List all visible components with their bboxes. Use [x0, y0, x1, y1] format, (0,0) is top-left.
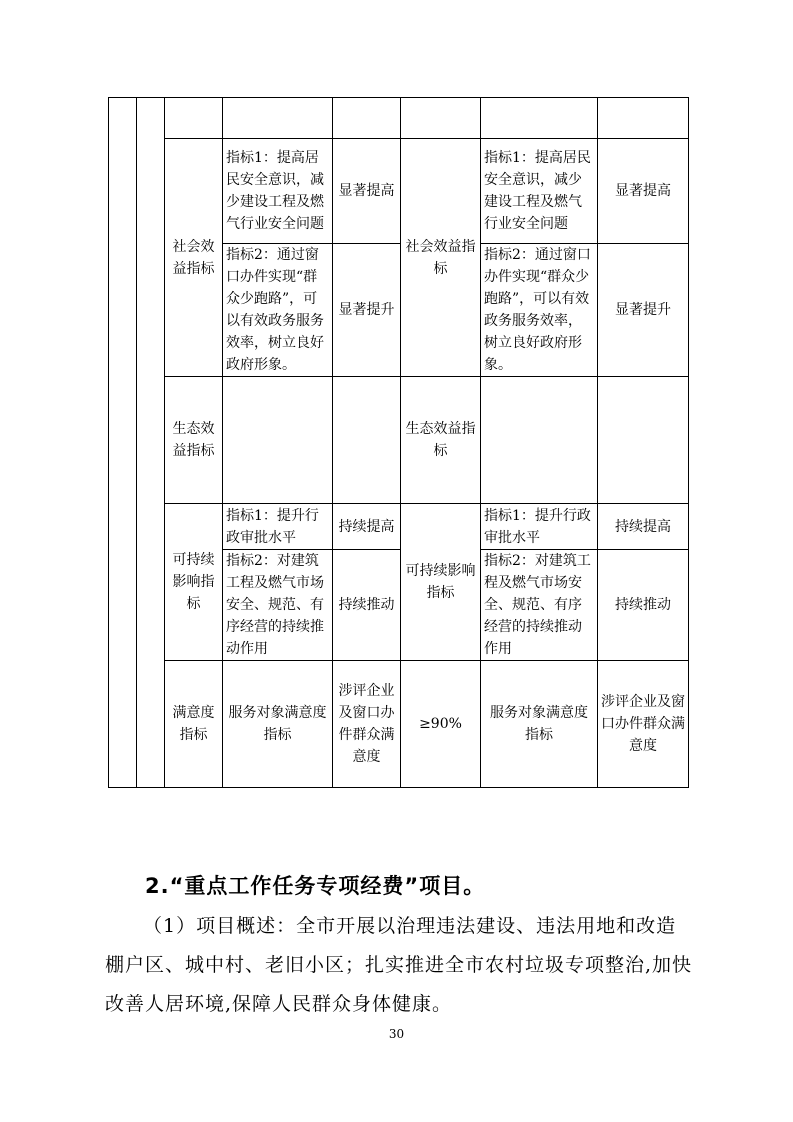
indicator-cell: 指标1：提高居民安全意识，减少建设工程及燃气行业安全问题	[481, 139, 598, 244]
target-cell: 持续提高	[333, 504, 401, 550]
table-cell	[598, 98, 689, 139]
indicator-cell: 指标2：对建筑工程及燃气市场安全、规范、有序经营的持续推动作用	[481, 550, 598, 661]
satisfaction-label: 服务对象满意度指标	[223, 661, 333, 788]
target-cell: 显著提升	[598, 244, 689, 377]
eco-benefit-label: 生态效益指标	[401, 377, 481, 504]
indicator-cell: 指标1：提升行政审批水平	[481, 504, 598, 550]
target-cell: 显著提升	[333, 244, 401, 377]
table-cell	[223, 377, 333, 504]
table-cell	[401, 98, 481, 139]
table-cell	[598, 377, 689, 504]
table-cell	[333, 98, 401, 139]
indicator-cell: 指标2：通过窗口办件实现“群众少跑路”，可以有效政务服务效率，树立良好政府形象。	[481, 244, 598, 377]
sustainability-label: 可持续影响指标	[165, 504, 223, 661]
indicator-cell: 指标1：提升行政审批水平	[223, 504, 333, 550]
table-cell	[223, 98, 333, 139]
social-benefit-label: 社会效益指标	[401, 139, 481, 377]
social-benefit-label: 社会效益指标	[165, 139, 223, 377]
satisfaction-label: 服务对象满意度指标	[481, 661, 598, 788]
indicator-cell: 涉评企业及窗口办件群众满意度	[333, 661, 401, 788]
target-cell: 显著提高	[598, 139, 689, 244]
target-cell: 持续推动	[598, 550, 689, 661]
indicator-cell: 指标2：对建筑工程及燃气市场安全、规范、有序经营的持续推动作用	[223, 550, 333, 661]
satisfaction-category: 满意度指标	[165, 661, 223, 788]
indicator-cell: 指标1：提高居民安全意识，减少建设工程及燃气行业安全问题	[223, 139, 333, 244]
section-heading: 2.“重点工作任务专项经费”项目。	[145, 874, 486, 898]
table-cell	[137, 98, 165, 788]
sustainability-label: 可持续影响指标	[401, 504, 481, 661]
table-cell	[333, 377, 401, 504]
indicator-cell: 涉评企业及窗口办件群众满意度	[598, 661, 689, 788]
table-cell	[481, 377, 598, 504]
body-paragraph: （1）项目概述：全市开展以治理违法建设、违法用地和改造棚户区、城中村、老旧小区；扎实推进全市农村垃圾专项整治,加快改善人居环境,保障人民群众身体健康。	[105, 915, 693, 1015]
performance-indicator-table	[108, 97, 689, 788]
page-number: 30	[388, 1027, 405, 1041]
eco-benefit-label: 生态效益指标	[165, 377, 223, 504]
target-cell: 持续提高	[598, 504, 689, 550]
target-cell: 显著提高	[333, 139, 401, 244]
indicator-cell: 指标2：通过窗口办件实现“群众少跑路”，可以有效政务服务效率，树立良好政府形象。	[223, 244, 333, 377]
table-cell	[109, 98, 137, 788]
table-cell	[165, 98, 223, 139]
table-cell	[481, 98, 598, 139]
target-cell: 持续推动	[333, 550, 401, 661]
target-cell: ≥90%	[401, 661, 481, 788]
